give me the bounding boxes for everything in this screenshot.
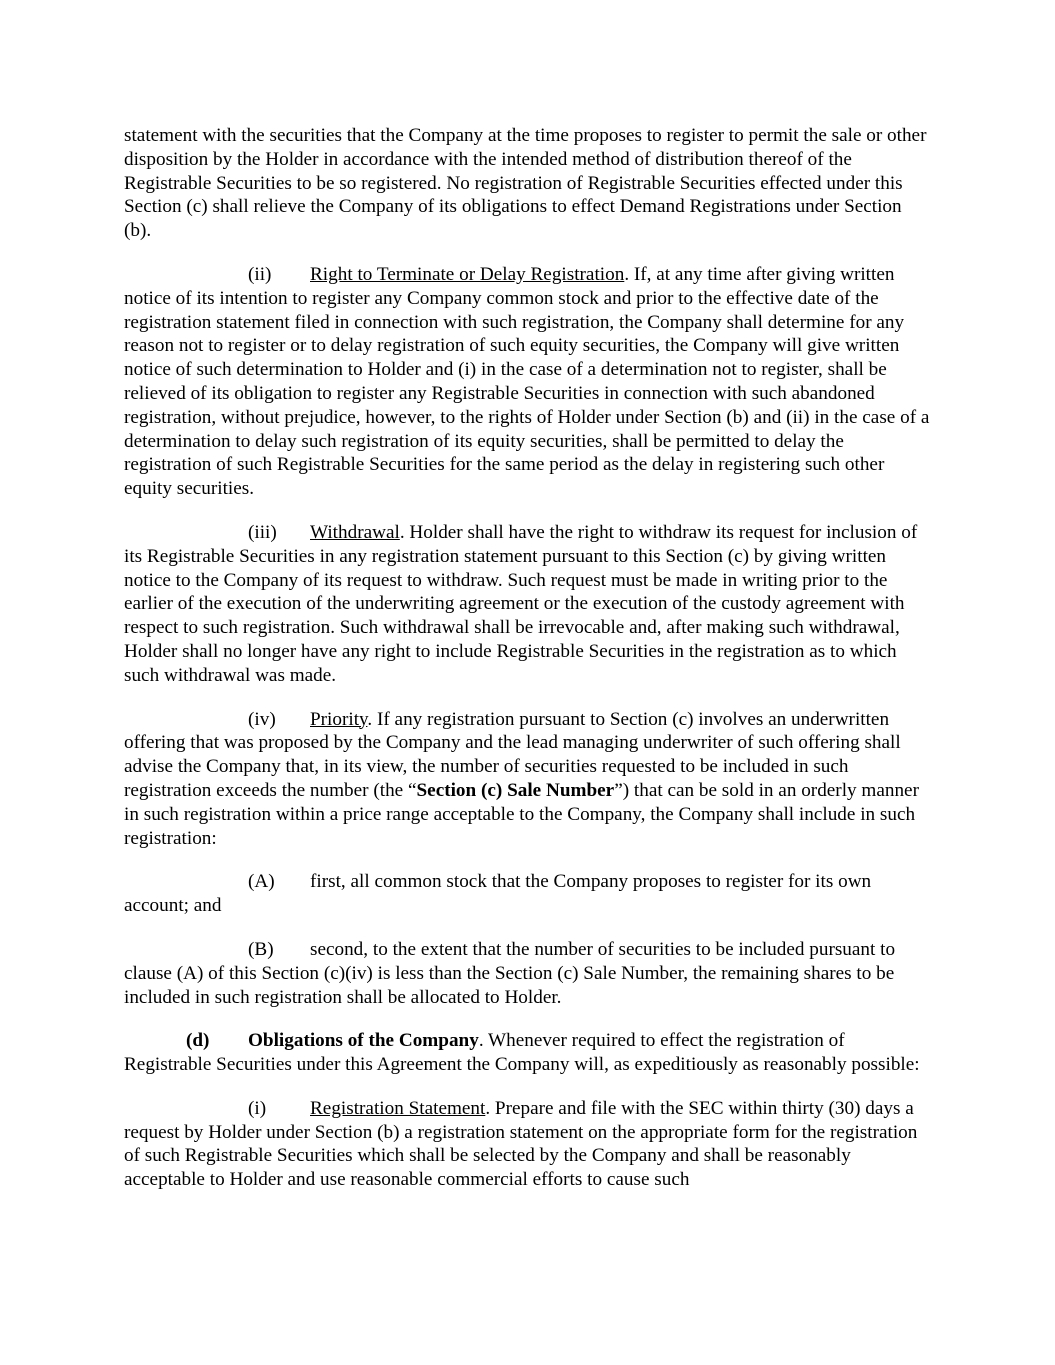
paragraph-text: second, to the extent that the number of securities to be included pursuant to clause (A) of this Section (c)(iv) is less than the Section (c) Sale Number, the remaining shares to be included in such registration shall be allocated to Holder. <box>124 938 896 1008</box>
paragraph-clause-b <box>124 938 932 1009</box>
clause-number: (iii) <box>248 521 277 543</box>
paragraph-registration-continuation <box>124 124 932 243</box>
paragraph-text: . Prepare and file with the SEC within thirty (30) days a request by Holder under Section (b) a registration statement on the appropriate form for the registration of such Registrable Securities which shall be selected by the Company and shall be reasonably acceptable to Holder and use reasonable commercial efforts to cause such <box>124 1097 918 1191</box>
paragraph-text: first, all common stock that the Company proposes to register for its own account; and <box>124 871 872 917</box>
clause-number: (ii) <box>248 263 272 285</box>
section-heading: Obligations of the Company <box>248 1030 479 1052</box>
paragraph-terminate-delay <box>124 263 932 501</box>
paragraph-text: . If, at any time after giving written notice of its intention to register any Company common stock and prior to the effective date of the registration statement filed in connection with such registration, the Company shall determine for any reason not to register or to delay registration of such equity securities, the Company will give written notice of such determination to Holder and (i) in the case of a determination not to register, shall be relieved of its obligation to register any Registrable Securities in connection with such abandoned registration, without prejudice, however, to the rights of Holder under Section (b) and (ii) in the case of a determination to delay such registration of its equity securities, shall be permitted to delay the registration of such Registrable Securities for the same period as the delay in registering such other equity securities. <box>124 263 930 500</box>
clause-number: (iv) <box>248 708 276 730</box>
paragraph-text: statement with the securities that the Company at the time proposes to register to permit the sale or other disposition by the Holder in accordance with the intended method of distribution thereof of the Registrable Securities to be so registered. No registration of Registrable Securities effected under this Section (c) shall relieve the Company of its obligations to effect Demand Registrations under Section (b). <box>124 125 927 242</box>
paragraph-clause-a <box>124 870 932 918</box>
paragraph-text: . Holder shall have the right to withdraw its request for inclusion of its Registrable Securities in any registration statement pursuant to this Section (c) by giving written notice to the Company of its request to withdraw. Such request must be made in writing prior to the earlier of the execution of the underwriting agreement or the execution of the custody agreement with respect to such registration. Such withdrawal shall be irrevocable and, after making such withdrawal, Holder shall no longer have any right to include Registrable Securities in the registration as to which such withdrawal was made. <box>124 521 918 686</box>
section-number: (d) <box>186 1030 210 1052</box>
paragraph-obligations <box>124 1029 932 1077</box>
paragraph-registration-statement <box>124 1097 932 1192</box>
clause-heading: Withdrawal <box>310 521 400 543</box>
document-page <box>124 124 932 1212</box>
clause-heading: Priority <box>310 708 368 730</box>
clause-heading: Right to Terminate or Delay Registration <box>310 263 625 285</box>
paragraph-withdrawal <box>124 521 932 688</box>
paragraph-text: . Whenever required to effect the registration of Registrable Securities under this Agreement the Company will, as expeditiously as reasonably possible: <box>124 1030 920 1076</box>
paragraph-text: . If any registration pursuant to Section (c) involves an underwritten offering that was proposed by the Company and the lead managing underwriter of such offering shall advise the Company that, in its view, the number of securities requested to be included in such registration exceeds the number (the “ <box>124 708 901 801</box>
paragraph-text: ”) that can be sold in an orderly manner in such registration within a price range acceptable to the Company, the Company shall include in such registration: <box>124 779 919 849</box>
paragraph-priority <box>124 708 932 851</box>
clause-number: (i) <box>248 1097 267 1119</box>
clause-number: (B) <box>248 938 274 960</box>
clause-number: (A) <box>248 871 275 893</box>
defined-term: Section (c) Sale Number <box>416 779 615 801</box>
clause-heading: Registration Statement <box>310 1097 486 1119</box>
